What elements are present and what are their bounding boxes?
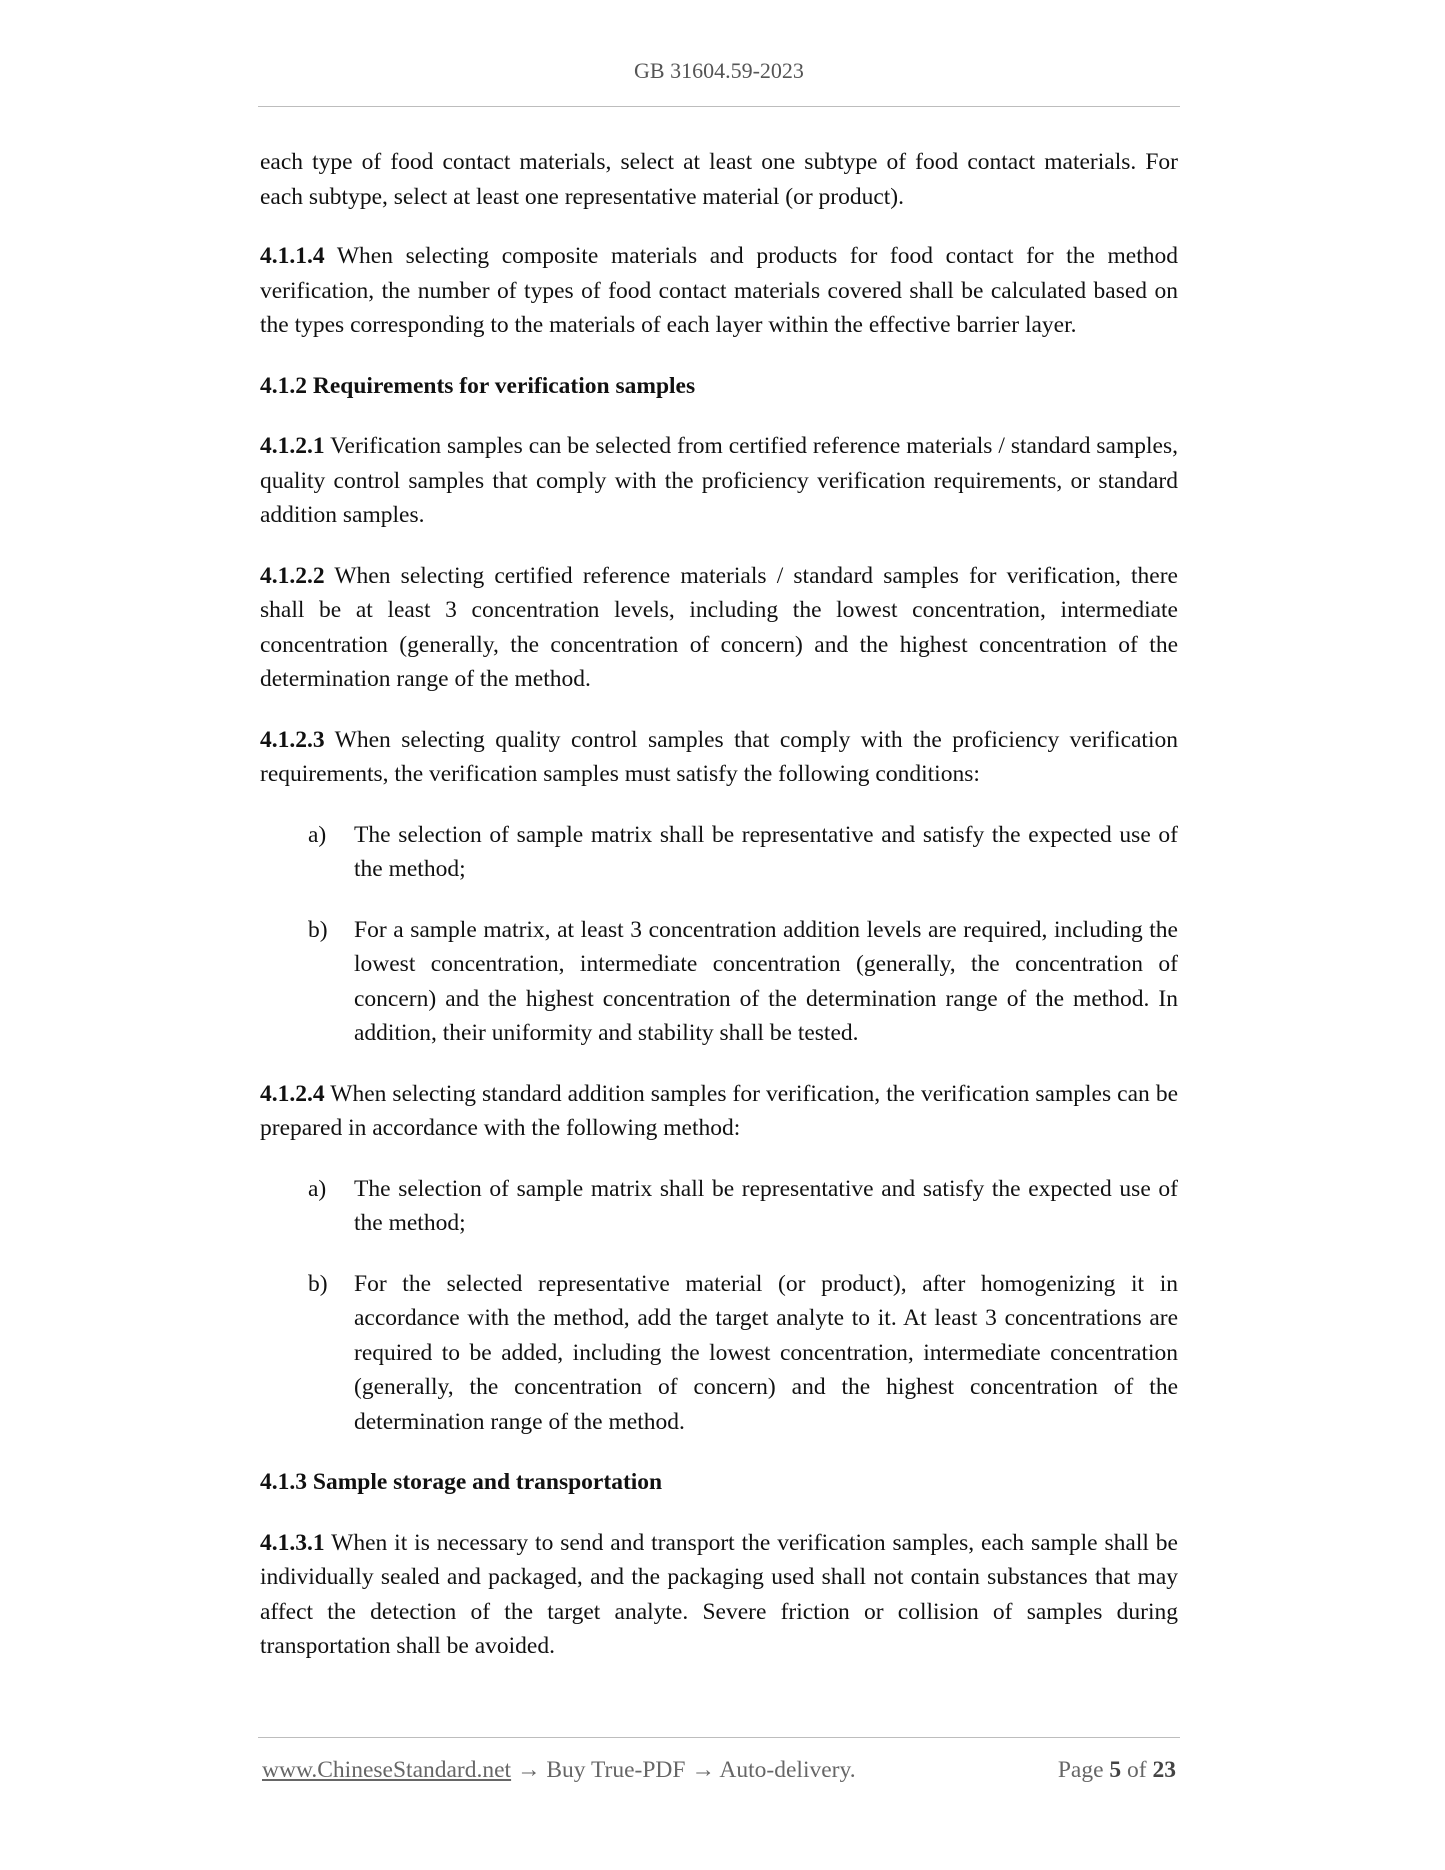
paragraph-continuation: each type of food contact materials, select at least one subtype of food contact materials. For each subtype, select at least one representative material (or product). <box>260 149 1178 210</box>
arrow-icon: → <box>516 1757 541 1783</box>
list-item-text: The selection of sample matrix shall be representative and satisfy the expected use of the method; <box>354 1175 1178 1236</box>
list-item <box>260 913 1178 1051</box>
clause-text: When selecting standard addition samples for verification, the verification samples can be prepared in accordance with the following method: <box>260 1080 1178 1141</box>
clause-number: 4.1.2.2 <box>260 562 325 589</box>
clause-4-1-3-1 <box>260 1526 1178 1664</box>
arrow-icon: → <box>691 1757 715 1783</box>
clause-text: When selecting quality control samples that comply with the proficiency verification requirements, the verification samples must satisfy the following conditions: <box>260 726 1178 787</box>
section-heading-4-1-2: 4.1.2 Requirements for verification samples <box>260 372 696 399</box>
page-indicator <box>1058 1757 1176 1784</box>
list-item-text: For a sample matrix, at least 3 concentration addition levels are required, including the lowest concentration, intermediate concentration (generally, the concentration of concern) and the highest concentration of the determination range of the method. In addition, their uniformity and stability shall be tested. <box>354 916 1178 1046</box>
header-divider <box>258 106 1180 107</box>
website-link[interactable]: www.ChineseStandard.net <box>262 1757 512 1783</box>
buy-pdf-text: Buy True-PDF <box>546 1757 686 1783</box>
list-item-text: For the selected representative material (or product), after homogenizing it in accordance with the method, add the target analyte to it. At least 3 concentrations are required to be added, including the lowest concentration, intermediate concentration (generally, the concentration of concern) and the highest concentration of the determination range of the method. <box>354 1270 1178 1435</box>
clause-number: 4.1.1.4 <box>260 243 325 269</box>
clause-4-1-2-2 <box>260 559 1178 697</box>
clause-number: 4.1.2.3 <box>260 726 325 753</box>
clause-text: When it is necessary to send and transport the verification samples, each sample shall be individually sealed and packaged, and the packaging used shall not contain substances that may affect the detection of the target analyte. Severe friction or collision of samples during transportation shall be avoided. <box>260 1529 1178 1659</box>
footer-divider <box>258 1737 1180 1738</box>
page-total: 23 <box>1152 1757 1176 1783</box>
clause-text: Verification samples can be selected from certified reference materials / standard samples, quality control samples that comply with the proficiency verification requirements, or standard addition samples. <box>260 433 1178 528</box>
clause-4-1-1-4 <box>260 239 1178 343</box>
page-of: of <box>1127 1757 1147 1783</box>
clause-text: When selecting certified reference materials / standard samples for verification, there shall be at least 3 concentration levels, including the lowest concentration, intermediate concentration (generally, the concentration of concern) and the highest concentration of the determination range of the method. <box>260 562 1178 692</box>
section-heading-4-1-3: 4.1.3 Sample storage and transportation <box>260 1469 663 1495</box>
clause-4-1-2-1 <box>260 429 1178 533</box>
clause-4-1-2-4 <box>260 1077 1178 1146</box>
auto-delivery-text: Auto-delivery. <box>719 1757 856 1783</box>
list-item <box>260 1172 1178 1241</box>
list-marker: b) <box>308 1270 328 1297</box>
clause-number: 4.1.2.4 <box>260 1080 325 1107</box>
list-marker: a) <box>308 821 327 848</box>
clause-number: 4.1.2.1 <box>260 433 325 459</box>
document-header: GB 31604.59-2023 <box>634 58 804 83</box>
clause-number: 4.1.3.1 <box>260 1529 325 1556</box>
clause-text: When selecting composite materials and products for food contact for the method verification, the number of types of food contact materials covered shall be calculated based on the types corresponding to the materials of each layer within the effective barrier layer. <box>260 243 1178 338</box>
document-footer <box>262 1757 1180 1784</box>
document-body <box>260 145 1178 1690</box>
page-label: Page <box>1057 1757 1104 1783</box>
page-current: 5 <box>1109 1757 1122 1783</box>
list-item <box>260 818 1178 887</box>
list-item-text: The selection of sample matrix shall be representative and satisfy the expected use of the method; <box>354 821 1178 882</box>
clause-4-1-2-3 <box>260 723 1178 792</box>
list-item <box>260 1267 1178 1440</box>
list-marker: b) <box>308 916 328 943</box>
list-marker: a) <box>308 1175 327 1202</box>
